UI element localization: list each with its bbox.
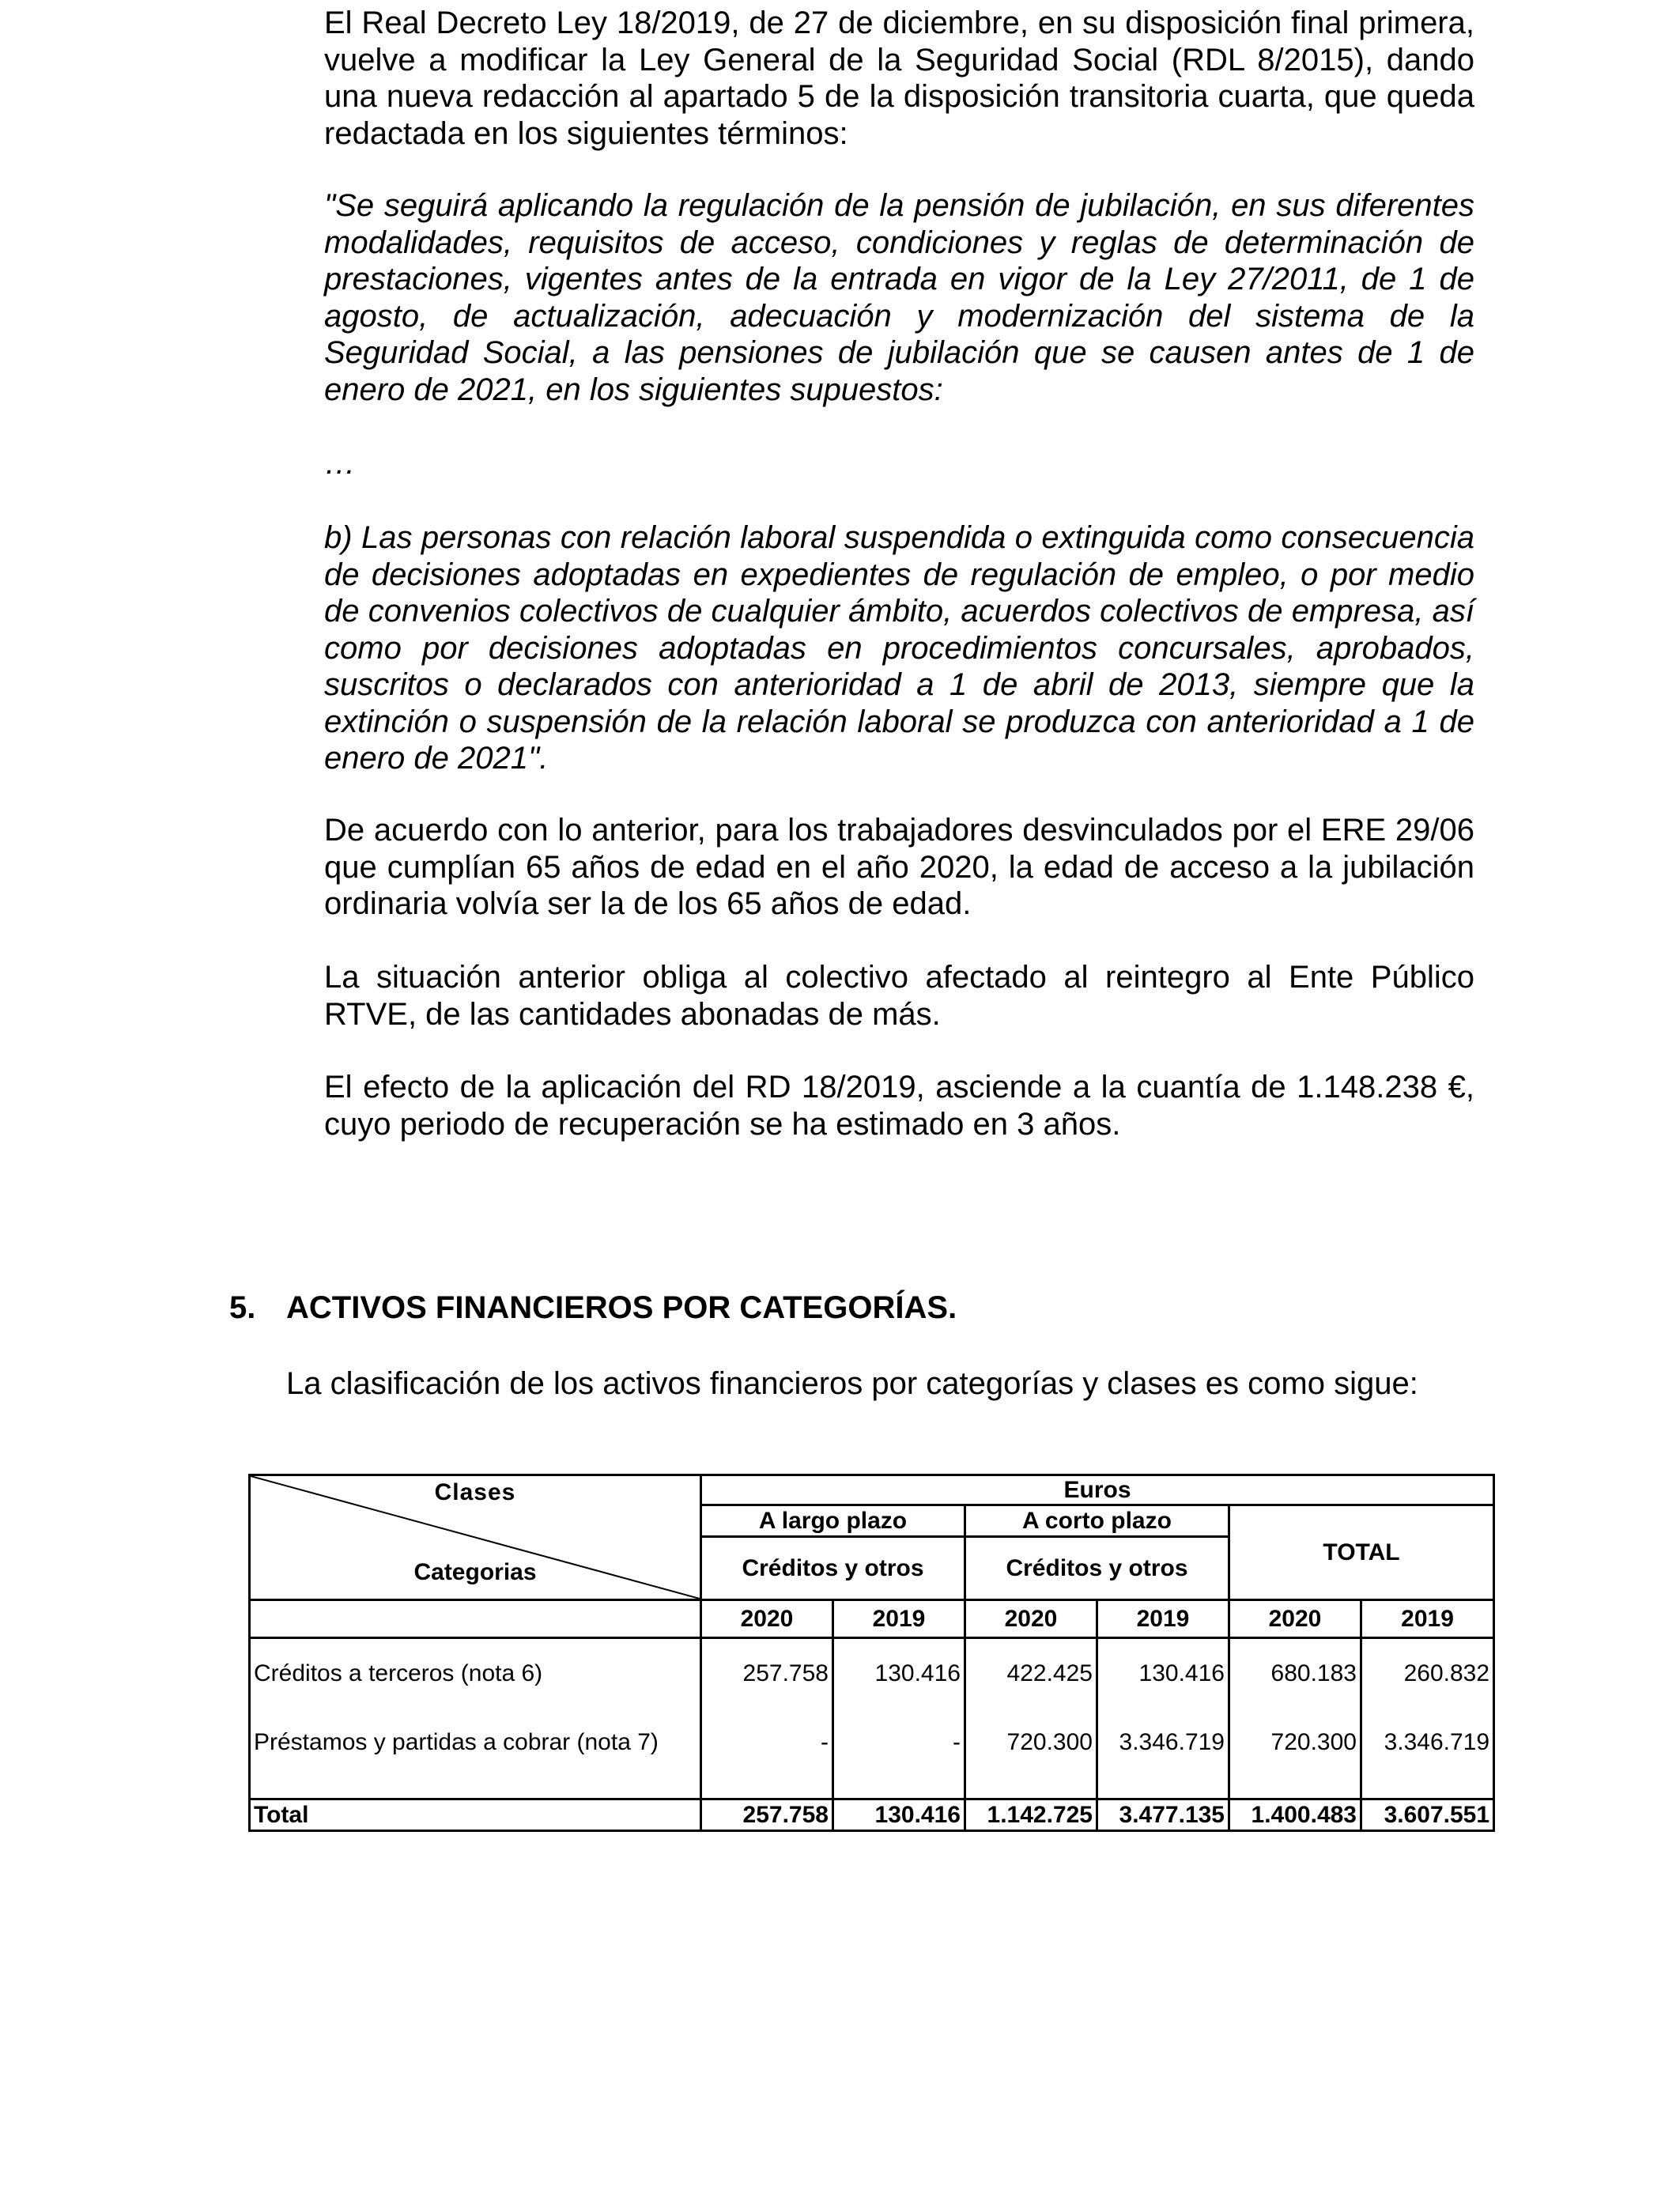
cell-value: 130.416	[1097, 1638, 1229, 1709]
paragraph-quote-b: b) Las personas con relación laboral suspendida o extinguida como consecuencia de decisiones adoptadas en expedientes de regulación de empleo, o por medio de convenios colectivos de cualquier ámbito, acuerdos colectivos de empresa, así como por decisiones adoptadas en procedimientos concursales, aprobados, suscritos o declarados con anterioridad a 1 de abril de 2013, siempre que la extinción o suspensión de la relación laboral se produzca con anterioridad a 1 de enero de 2021".	[324, 520, 1474, 776]
corner-top-label: Clases	[434, 1479, 516, 1505]
cell-value: 680.183	[1229, 1638, 1361, 1709]
year-cell: 2020	[965, 1600, 1097, 1638]
paragraph-ere-consequence: De acuerdo con lo anterior, para los trabajadores desvinculados por el ERE 29/06 que cumplían 65 años de edad en el año 2020, la edad de acceso a la jubilación ordinaria volvía ser la de los 65 años de edad.	[324, 813, 1474, 921]
paragraph-quote-regulation: "Se seguirá aplicando la regulación de la pensión de jubilación, en sus diferentes modalidades, requisitos de acceso, condiciones y reglas de determinación de prestaciones, vigentes antes de la entrada en vigor de la Ley 27/2011, de 1 de agosto, de actualización, adecuación y modernización del sistema de la Seguridad Social, a las pensiones de jubilación que se causen antes de 1 de enero de 2021, en los siguientes supuestos:	[324, 188, 1474, 407]
total-value: 1.400.483	[1229, 1799, 1361, 1831]
section-number: 5.	[229, 1290, 256, 1325]
total-value: 3.477.135	[1097, 1799, 1229, 1831]
table-row	[250, 1709, 1494, 1776]
paragraph-reintegro: La situación anterior obliga al colectivo afectado al reintegro al Ente Público RTVE, de las cantidades abonadas de más.	[324, 960, 1474, 1032]
year-cell: 2019	[1097, 1600, 1229, 1638]
header-euros: Euros	[701, 1475, 1494, 1505]
cell-value: 3.346.719	[1361, 1709, 1494, 1776]
year-cell: 2020	[1229, 1600, 1361, 1638]
total-label: Total	[250, 1799, 701, 1831]
header-creditos-otros-largo: Créditos y otros	[701, 1537, 965, 1600]
total-value: 3.607.551	[1361, 1799, 1494, 1831]
cell-value: -	[833, 1709, 965, 1776]
year-cell: 2019	[833, 1600, 965, 1638]
row-label: Préstamos y partidas a cobrar (nota 7)	[250, 1709, 701, 1776]
total-value: 257.758	[701, 1799, 833, 1831]
table-spacer-row	[250, 1776, 1494, 1799]
section-heading	[229, 1290, 957, 1326]
year-cell: 2020	[701, 1600, 833, 1638]
cell-value: 3.346.719	[1097, 1709, 1229, 1776]
cell-value: 130.416	[833, 1638, 965, 1709]
cell-value: 257.758	[701, 1638, 833, 1709]
header-corto-plazo: A corto plazo	[965, 1505, 1229, 1537]
cell-value: -	[701, 1709, 833, 1776]
section-intro: La clasificación de los activos financieros por categorías y clases es como sigue:	[286, 1366, 1418, 1401]
corner-bottom-label: Categorias	[413, 1559, 537, 1585]
header-total: TOTAL	[1229, 1505, 1494, 1600]
cell-value: 720.300	[965, 1709, 1097, 1776]
section-title: ACTIVOS FINANCIEROS POR CATEGORÍAS.	[286, 1290, 957, 1325]
header-creditos-otros-corto: Créditos y otros	[965, 1537, 1229, 1600]
total-value: 1.142.725	[965, 1799, 1097, 1831]
paragraph-intro-rdl: El Real Decreto Ley 18/2019, de 27 de diciembre, en su disposición final primera, vuelve a modificar la Ley General de la Seguridad Social (RDL 8/2015), dando una nueva redacción al apartado 5 de la disposición transitoria cuarta, que queda redactada en los siguientes términos:	[324, 6, 1474, 151]
cell-value: 422.425	[965, 1638, 1097, 1709]
table-corner-cell	[250, 1475, 701, 1600]
total-value: 130.416	[833, 1799, 965, 1831]
financial-assets-table	[248, 1474, 1495, 1832]
years-label-empty	[250, 1600, 701, 1638]
paragraph-efecto-rd: El efecto de la aplicación del RD 18/2019, asciende a la cuantía de 1.148.238 €, cuyo periodo de recuperación se ha estimado en 3 años.	[324, 1070, 1474, 1142]
cell-value: 260.832	[1361, 1638, 1494, 1709]
paragraph-ellipsis: …	[324, 446, 356, 481]
table-row	[250, 1638, 1494, 1709]
year-cell: 2019	[1361, 1600, 1494, 1638]
cell-value: 720.300	[1229, 1709, 1361, 1776]
table-total-row	[250, 1799, 1494, 1831]
row-label: Créditos a terceros (nota 6)	[250, 1638, 701, 1709]
header-largo-plazo: A largo plazo	[701, 1505, 965, 1537]
